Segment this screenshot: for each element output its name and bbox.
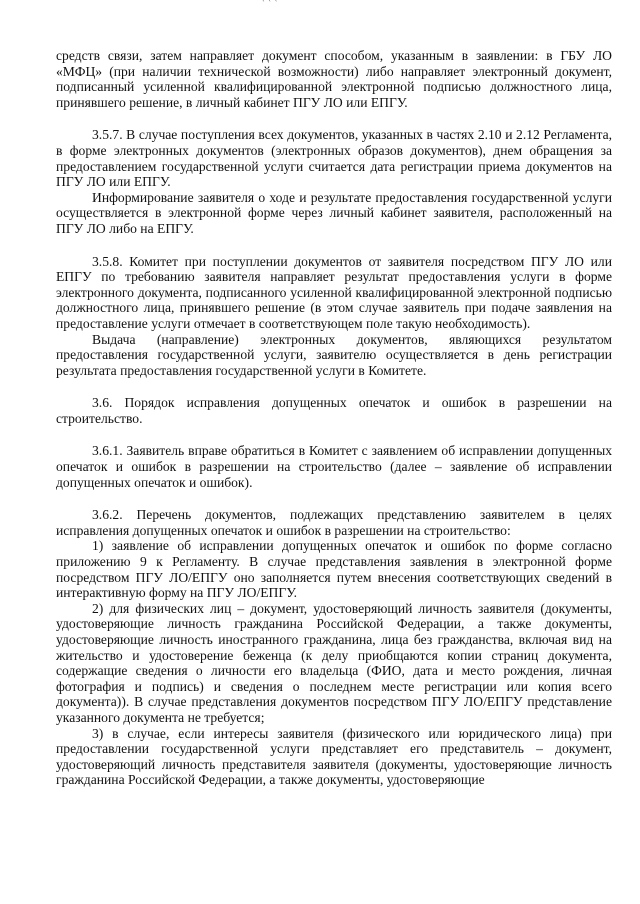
spacer — [56, 426, 612, 443]
spacer — [56, 237, 612, 254]
paragraph-continuation: средств связи, затем направляет документ способом, указанным в заявлении: в ГБУ ЛО «МФЦ» (при наличии технической возможности) либо направляет электронный документ, подписанный усиленной квалифицированной электронной подписью должностного лица, принявшего решение, в личный кабинет ПГУ ЛО или ЕПГУ. — [56, 48, 612, 110]
list-item-2: 2) для физических лиц – документ, удостоверяющий личность заявителя (документы, удостоверяющие личность гражданина Российской Федерации, а также документы, удостоверяющие личность иностранного гражданина, лица без гражданства, включая вид на жительство и удостоверение беженца (к делу приобщаются копии страниц документа, содержащие сведения о личности его владельца (ФИО, дата и место рождения, личная фотография и подпись) и сведения о последнем месте регистрации или копия всего документа)). В случае представления документов посредством ПГУ ЛО/ЕПГУ представление указанного документа не требуется; — [56, 600, 612, 725]
paragraph-3-6-1: 3.6.1. Заявитель вправе обратиться в Комитет с заявлением об исправлении допущенных опечаток и ошибок в разрешении на строительство (далее – заявление об исправлении допущенных опечаток и ошибок). — [56, 443, 612, 490]
paragraph-3-5-8: 3.5.8. Комитет при поступлении документов от заявителя посредством ПГУ ЛО или ЕПГУ по требованию заявителя направляет результат предоставления услуги в форме электронного документа, подписанного усиленной квалифицированной электронной подписью должностного лица, принявшего решение (в этом случае заявитель при подаче заявления на предоставление услуги отмечает в соответствующем поле такую необходимость). — [56, 253, 612, 331]
list-item-3: 3) в случае, если интересы заявителя (физического или юридического лица) при предоставлении государственной услуги представляет его представитель – документ, удостоверяющий личность представителя заявителя (документы, удостоверяющие личность гражданина Российской Федерации, а также документы, удостоверяющие — [56, 725, 612, 788]
section-heading-3-6: 3.6. Порядок исправления допущенных опечаток и ошибок в разрешении на строительство. — [56, 395, 612, 426]
paragraph-3-6-2: 3.6.2. Перечень документов, подлежащих представлению заявителем в целях исправления допущенных опечаток и ошибок в разрешении на строительство: — [56, 507, 612, 538]
spacer — [56, 110, 612, 127]
spacer — [56, 378, 612, 395]
scan-mark: ՝ ՝ ՝ — [262, 0, 279, 8]
paragraph-informing: Информирование заявителя о ходе и результате предоставления государственной услуги осуществляется в электронной форме через личный кабинет заявителя, расположенный на ПГУ ЛО либо на ЕПГУ. — [56, 189, 612, 236]
spacer — [56, 490, 612, 507]
paragraph-3-5-7: 3.5.7. В случае поступления всех документов, указанных в частях 2.10 и 2.12 Регламента, в форме электронных документов (электронных образов документов), днем обращения за предоставлением государственной услуги считается дата регистрации приема документов на ПГУ ЛО или ЕПГУ. — [56, 127, 612, 190]
paragraph-issuance: Выдача (направление) электронных документов, являющихся результатом предоставления государственной услуги, заявителю осуществляется в день регистрации результата предоставления государственной услуги в Комитете. — [56, 331, 612, 378]
list-item-1: 1) заявление об исправлении допущенных опечаток и ошибок по форме согласно приложению 9 к Регламенту. В случае представления заявления в электронной форме посредством ПГУ ЛО/ЕПГУ оно заполняется путем внесения соответствующих сведений в интерактивную форму на ПГУ ЛО/ЕПГУ. — [56, 538, 612, 601]
document-body — [56, 48, 612, 788]
